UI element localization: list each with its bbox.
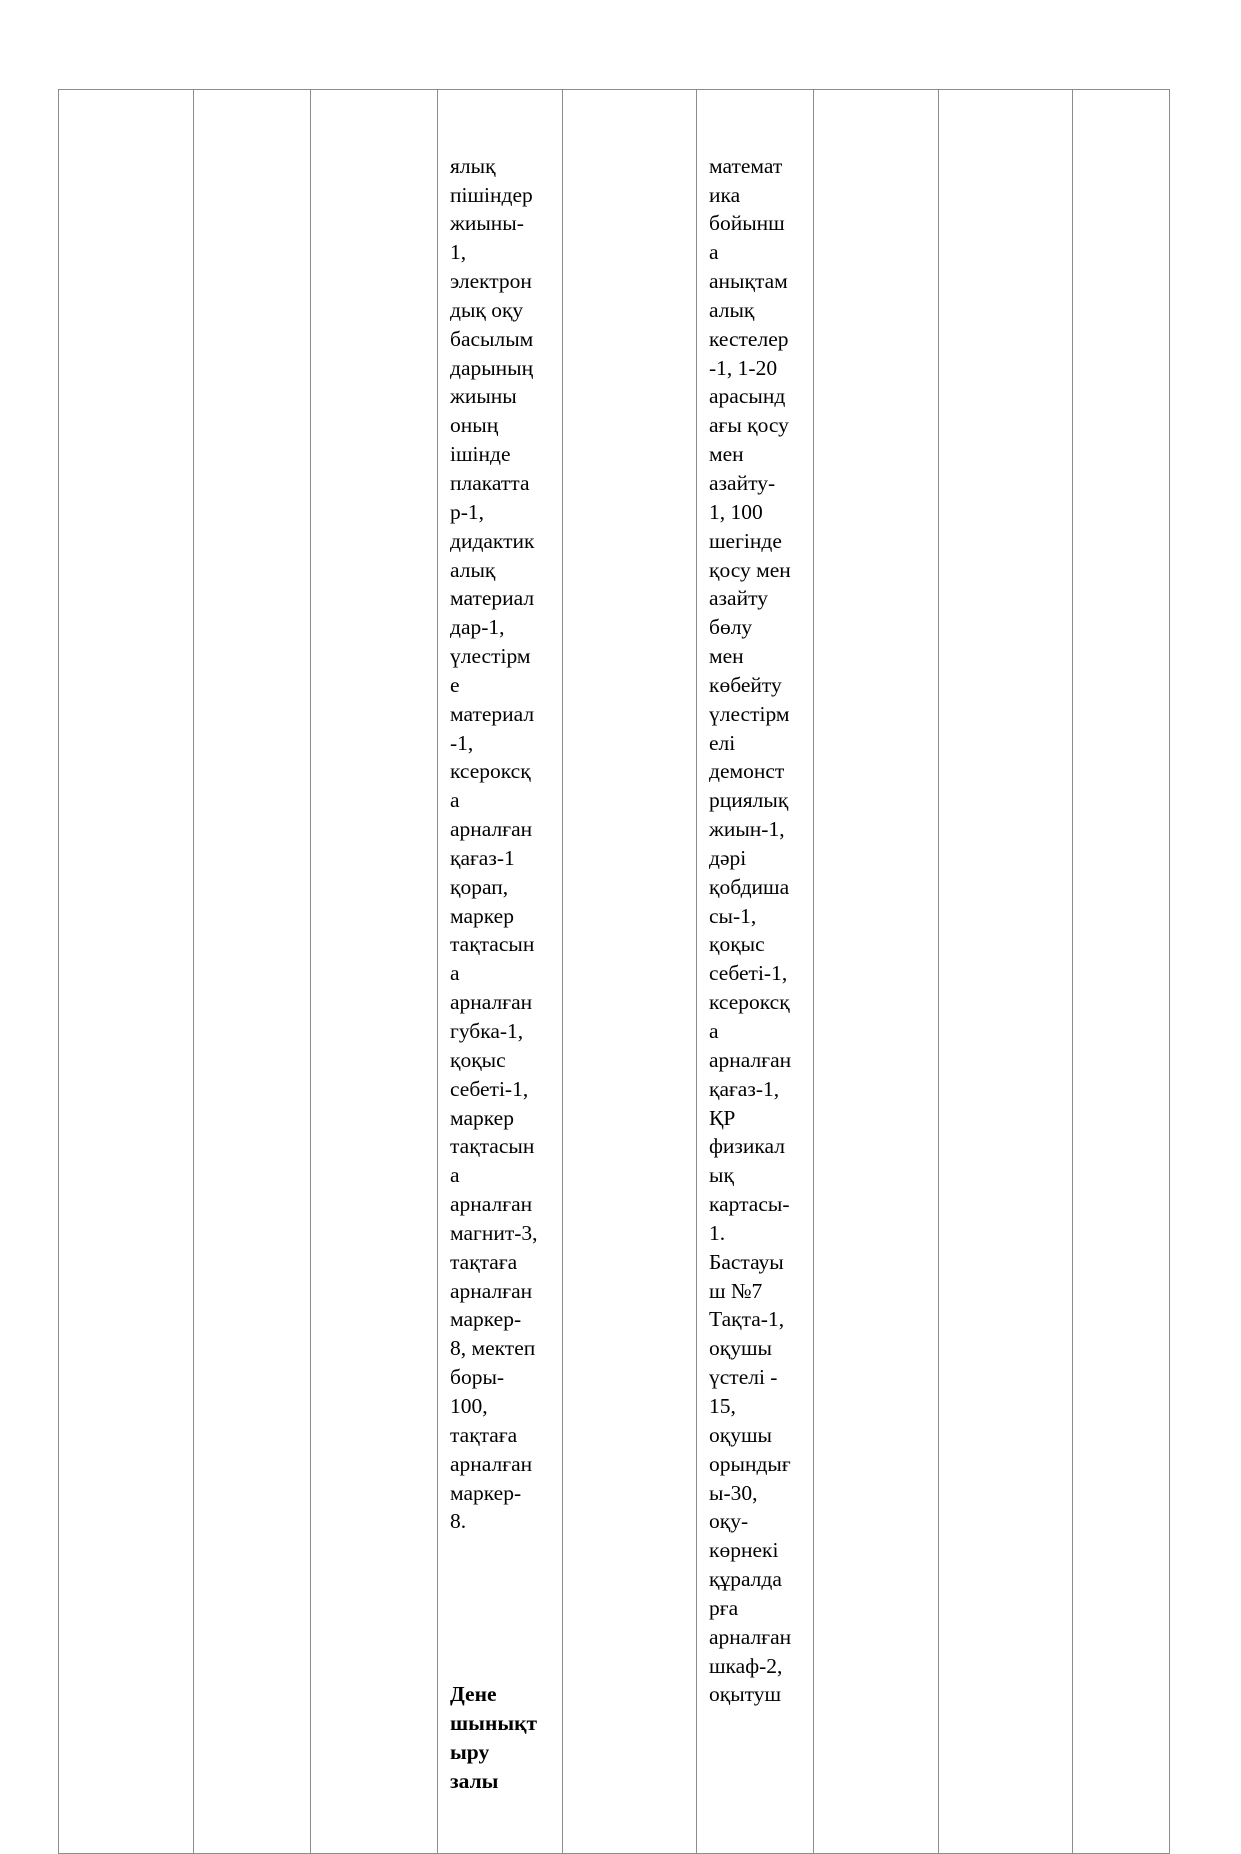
table-cell-6 <box>697 90 814 1854</box>
cell-4-text <box>438 90 562 1853</box>
paragraph-gap <box>450 1594 562 1623</box>
table-cell-7 <box>814 90 939 1854</box>
cell-6-lines: математ ика бойынш а анықтам алық кестелер -1, 1-20 арасынд ағы қосу мен азайту- 1, 100 шегінде қосу мен азайту бөлу мен көбейту үлестірм елі демонст рциялық жиын-1, дәрі қобдиша сы-1, қоқыс себеті-1, ксероксқ а арналған қағаз-1, ҚР физикал ық картасы- 1. Бастауы ш №7 Тақта-1, оқушы үстелі - 15, оқушы орындығ ы-30, оқу- көрнекі құралда рға арналған шкаф-2, оқытуш <box>709 153 792 1707</box>
cell-4-lines: ялық пішіндер жиыны- 1, электрон дық оқу басылым дарының жиыны оның ішінде плакатта р-1, дидактик алық материал дар-1, үлестірм е материал -1, ксероксқ а арналған қағаз-1 қорап, маркер тақтасын а арналған губка-1, қоқыс себеті-1, маркер тақтасын а арналған магнит-3, тақтаға арналған маркер- 8, мектеп боры- 100, тақтаға арналған маркер- 8. <box>450 153 538 1534</box>
table-cell-1 <box>59 90 194 1854</box>
cell-4-bold-heading: Дене шынықт ыру залы <box>450 1682 538 1793</box>
table-row <box>59 90 1170 1854</box>
cell-6-text <box>697 90 813 1767</box>
document-table <box>58 89 1170 1854</box>
table-cell-2 <box>194 90 311 1854</box>
table-cell-5 <box>563 90 697 1854</box>
table-cell-4 <box>438 90 563 1854</box>
table-cell-8 <box>939 90 1073 1854</box>
table-cell-9 <box>1073 90 1170 1854</box>
table-cell-3 <box>311 90 438 1854</box>
